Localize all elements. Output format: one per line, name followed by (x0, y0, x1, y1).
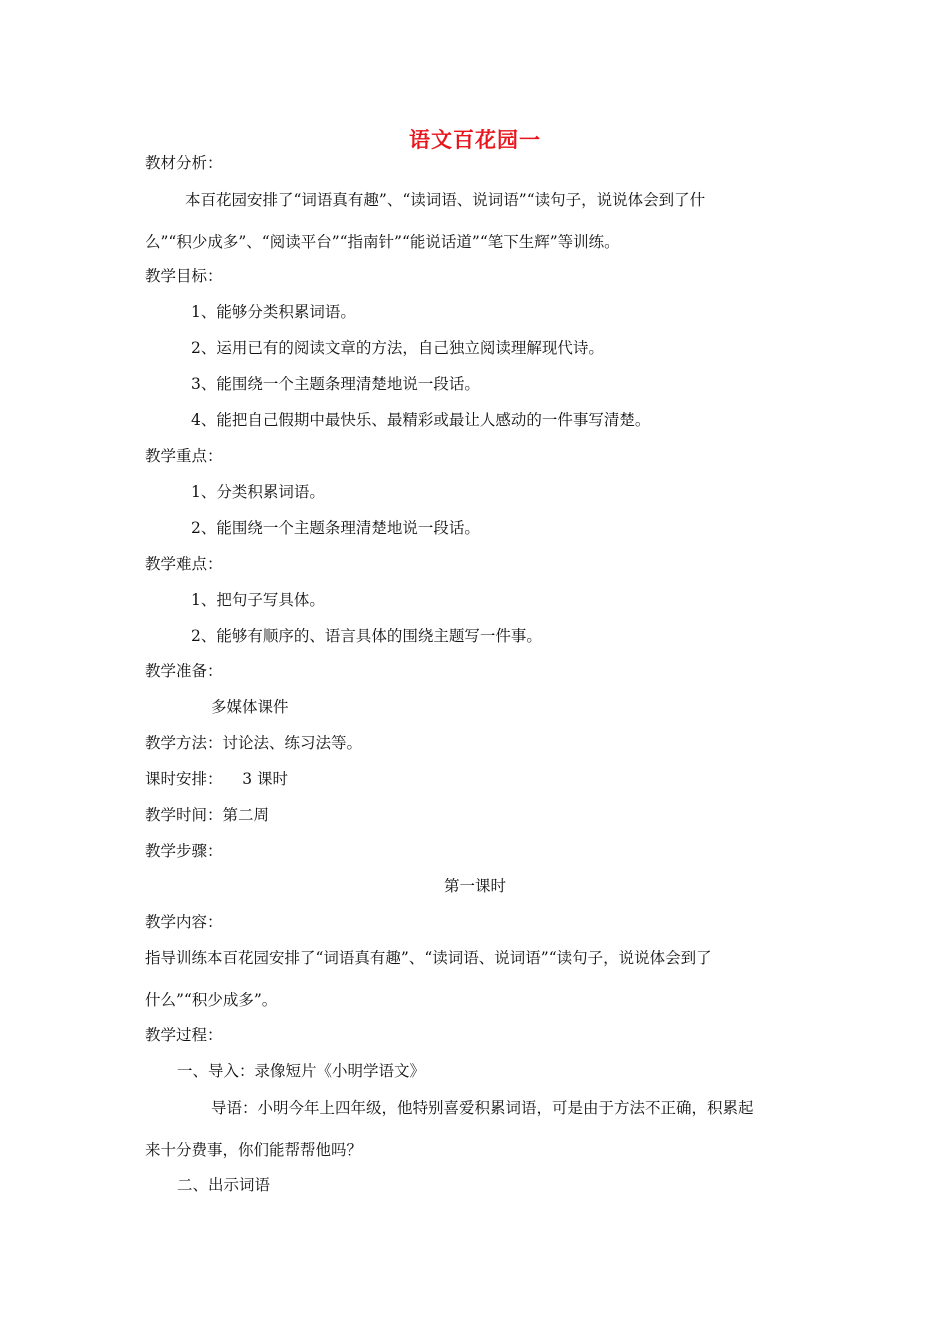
section-heading-steps: 教学步骤： (145, 842, 223, 860)
paragraph-line: 什么”“积少成多”。 (145, 991, 278, 1009)
list-item: 1、分类积累词语。 (191, 483, 325, 501)
paragraph-line: 指导训练本百花园安排了“词语真有趣”、“读词语、说词语”“读句子，说说体会到了 (145, 949, 712, 967)
lesson-heading: 第一课时 (443, 877, 506, 895)
section-heading-goals: 教学目标： (145, 267, 223, 285)
paragraph-line: 课时安排： 3 课时 (145, 770, 288, 788)
paragraph-line: 多媒体课件 (211, 698, 289, 716)
section-heading-key-points: 教学重点： (145, 447, 223, 465)
section-heading-process: 教学过程： (145, 1026, 223, 1044)
list-item: 3、能围绕一个主题条理清楚地说一段话。 (191, 375, 480, 393)
list-item: 1、把句子写具体。 (191, 591, 325, 609)
paragraph-line: 教学时间：第二周 (145, 806, 270, 824)
section-heading-analysis: 教材分析： (145, 154, 223, 172)
paragraph-line: 教学方法：讨论法、练习法等。 (145, 734, 363, 752)
document-title: 语文百花园一 (409, 128, 541, 152)
paragraph-line: 来十分费事，你们能帮帮他吗？ (145, 1141, 363, 1159)
section-heading-content: 教学内容： (145, 913, 223, 931)
list-item: 4、能把自己假期中最快乐、最精彩或最让人感动的一件事写清楚。 (191, 411, 651, 429)
paragraph-line: 本百花园安排了“词语真有趣”、“读词语、说词语”“读句子，说说体会到了什 (185, 191, 706, 209)
list-item: 2、能围绕一个主题条理清楚地说一段话。 (191, 519, 480, 537)
paragraph-line: 二、出示词语 (177, 1176, 271, 1194)
list-item: 1、能够分类积累词语。 (191, 303, 356, 321)
list-item: 2、运用已有的阅读文章的方法，自己独立阅读理解现代诗。 (191, 339, 604, 357)
paragraph-line: 导语：小明今年上四年级，他特别喜爱积累词语，可是由于方法不正确，积累起 (211, 1099, 754, 1117)
list-item: 2、能够有顺序的、语言具体的围绕主题写一件事。 (191, 627, 542, 645)
section-heading-difficulties: 教学难点： (145, 555, 223, 573)
section-heading-preparation: 教学准备： (145, 662, 223, 680)
paragraph-line: 么”“积少成多”、“阅读平台”“指南针”“能说话道”“笔下生辉”等训练。 (145, 233, 620, 251)
paragraph-line: 一、导入：录像短片《小明学语文》 (177, 1062, 426, 1080)
